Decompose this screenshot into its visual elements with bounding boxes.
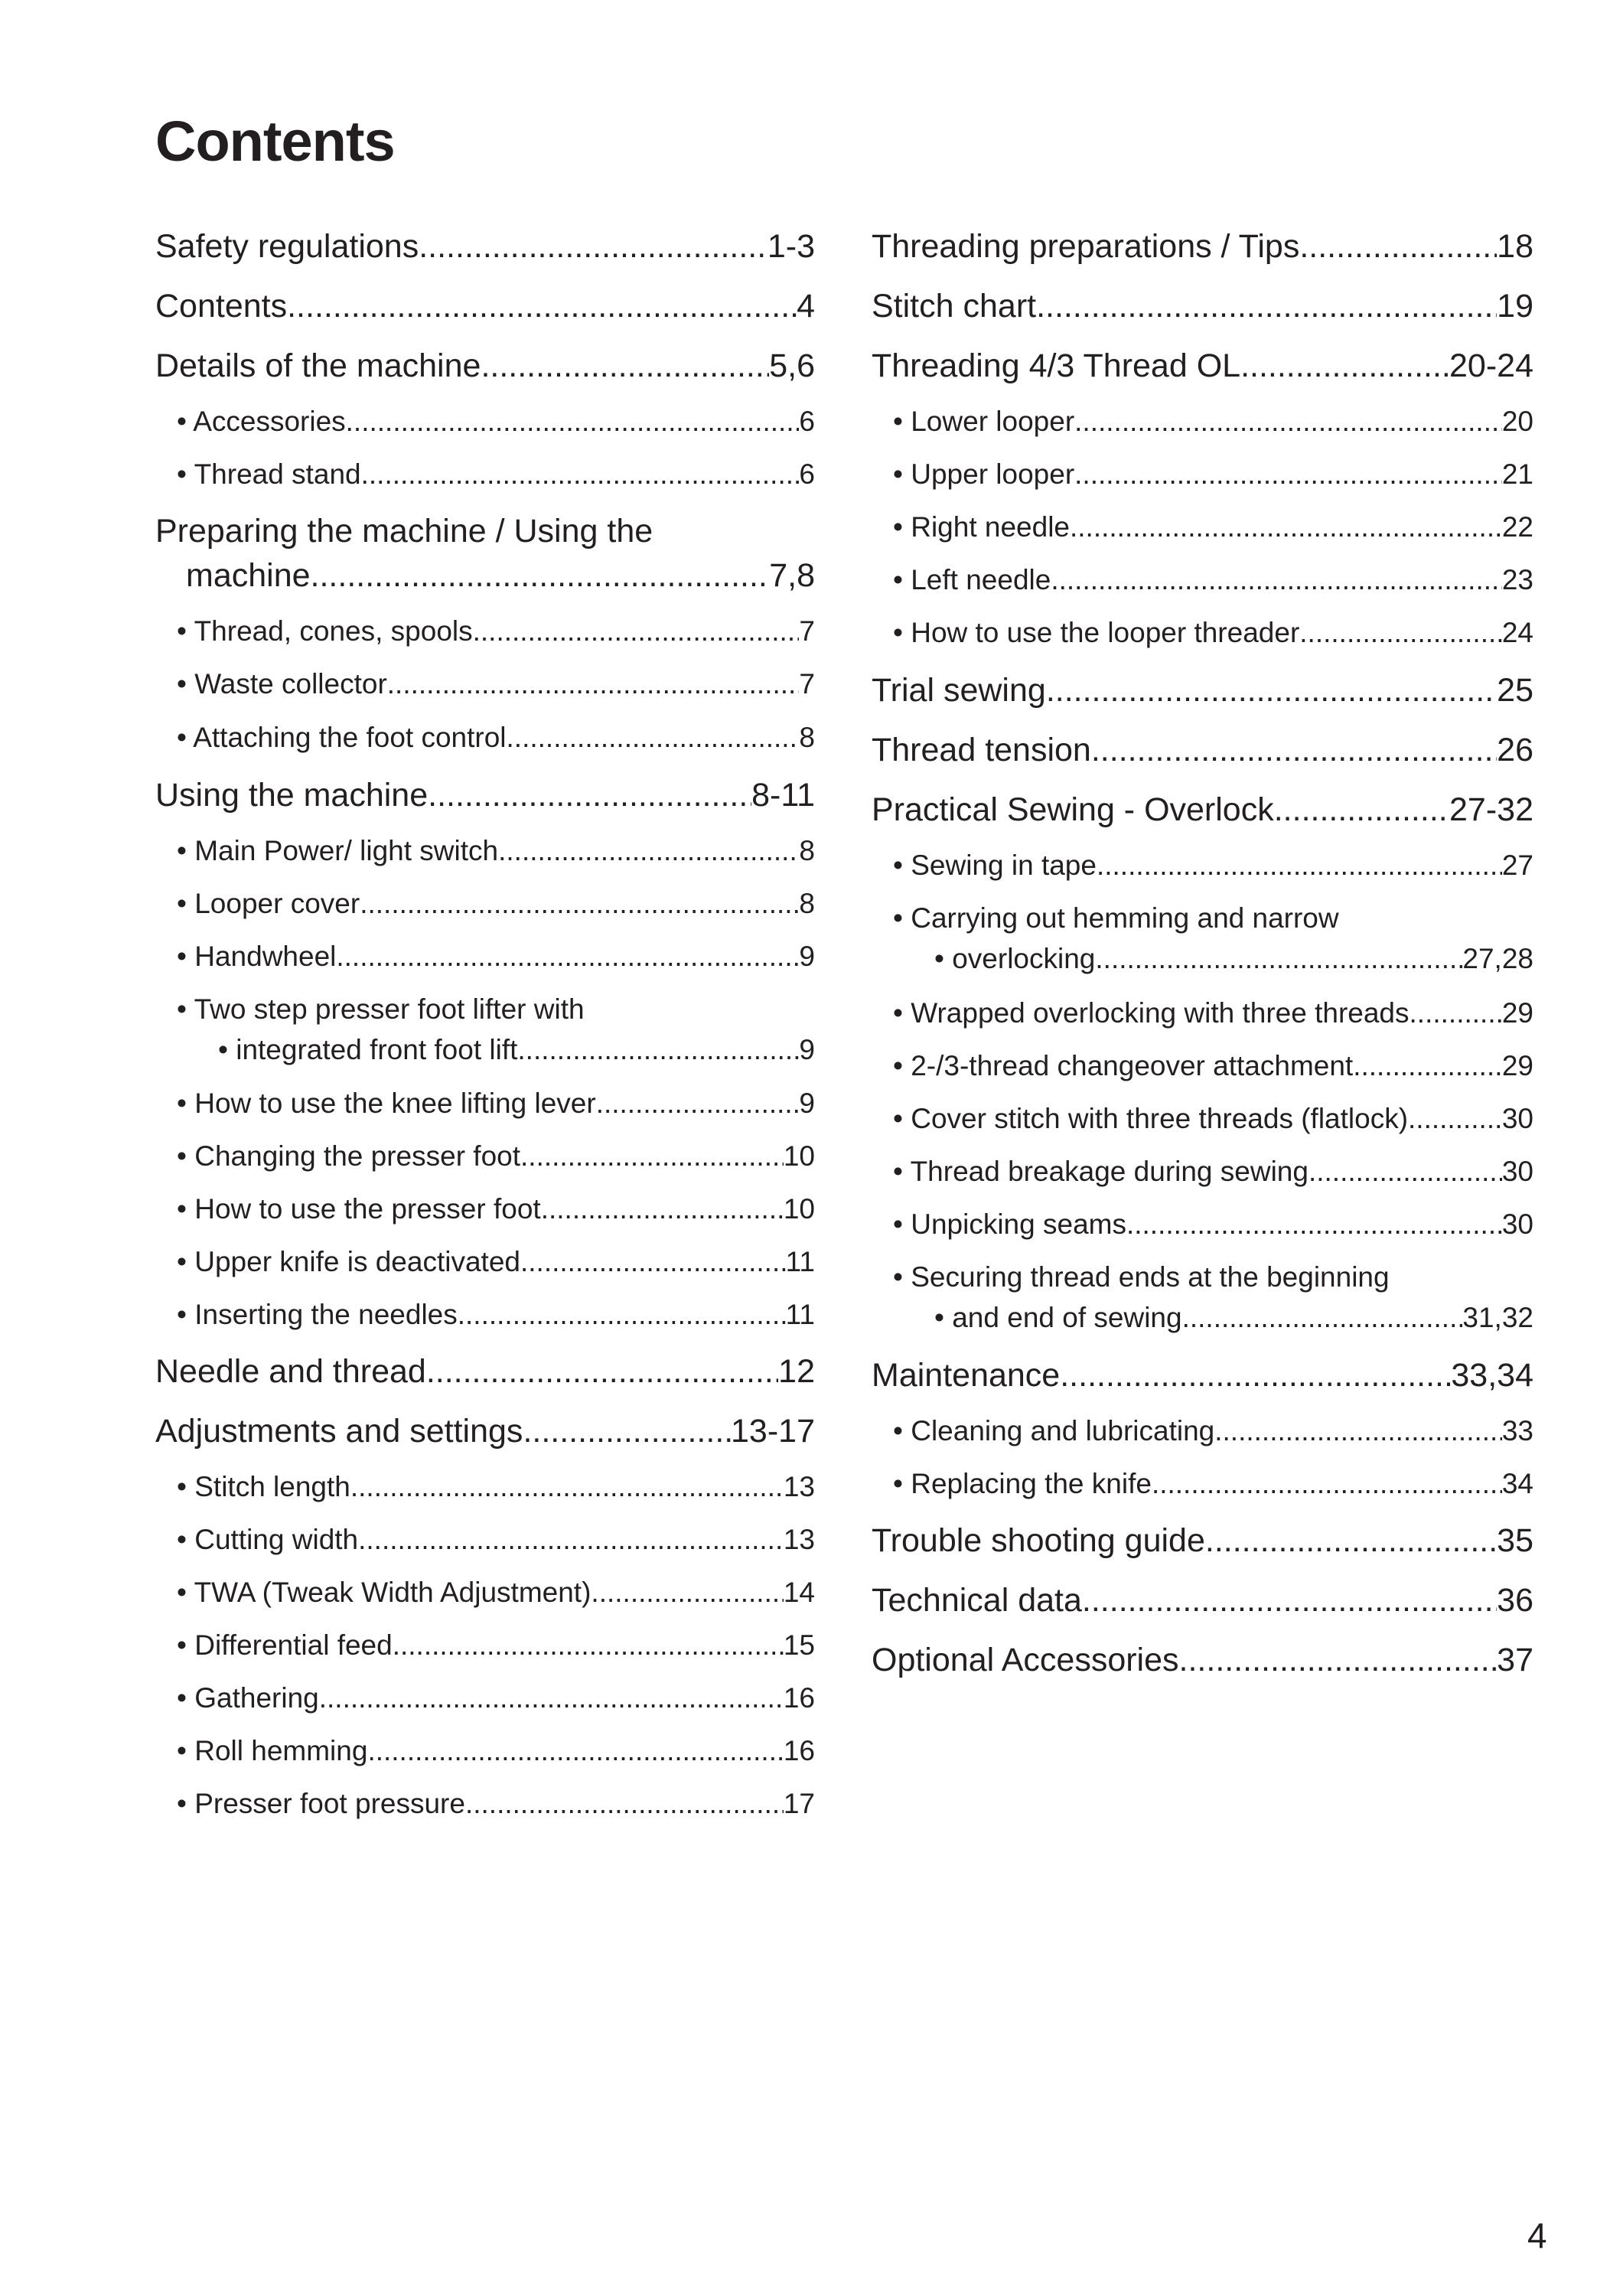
page-title: Contents	[155, 109, 395, 173]
toc-entry[interactable]: Maintenance ..... 33,34	[872, 1357, 1533, 1394]
toc-subentry-line1: • Two step presser foot lifter with	[155, 993, 585, 1026]
toc-entry[interactable]: Contents ..... 4	[155, 288, 815, 325]
toc-subentry[interactable]: • Cutting width ..... 13	[155, 1524, 815, 1556]
toc-subentry[interactable]: • Looper cover ..... 8	[155, 888, 815, 920]
toc-entry[interactable]: Stitch chart ..... 19	[872, 288, 1533, 325]
toc-entry-line1: Preparing the machine / Using the	[155, 513, 653, 550]
toc-subentry[interactable]: • Left needle ..... 23	[872, 564, 1533, 596]
toc-subentry[interactable]: • Handwheel ..... 9	[155, 941, 815, 973]
toc-subentry[interactable]: • Cleaning and lubricating ..... 33	[872, 1415, 1533, 1447]
toc-entry[interactable]: Trial sewing ..... 25	[872, 672, 1533, 709]
toc-subentry[interactable]: • Thread breakage during sewing ..... 30	[872, 1156, 1533, 1188]
toc-entry[interactable]: Using the machine ..... 8-11	[155, 777, 815, 814]
toc-entry[interactable]: Safety regulations ..... 1-3	[155, 228, 815, 266]
toc-subentry[interactable]: • Main Power/ light switch ..... 8	[155, 835, 815, 867]
toc-subentry-line1: • Securing thread ends at the beginning	[872, 1261, 1390, 1293]
toc-subentry[interactable]: • Presser foot pressure ..... 17	[155, 1788, 815, 1820]
toc-entry[interactable]: Thread tension ..... 26	[872, 732, 1533, 769]
toc-subentry[interactable]: • overlocking ..... 27,28	[872, 943, 1533, 975]
toc-entry[interactable]: Needle and thread ..... 12	[155, 1353, 815, 1391]
toc-subentry[interactable]: • Upper knife is deactivated ..... 11	[155, 1246, 815, 1278]
toc-subentry[interactable]: • Roll hemming ..... 16	[155, 1735, 815, 1767]
toc-subentry[interactable]: • Stitch length ..... 13	[155, 1471, 815, 1503]
toc-subentry[interactable]: • How to use the looper threader ..... 24	[872, 617, 1533, 649]
toc-subentry[interactable]: • Thread, cones, spools ..... 7	[155, 615, 815, 647]
page-number: 4	[1527, 2216, 1547, 2255]
toc-subentry[interactable]: • How to use the knee lifting lever ..... 9	[155, 1088, 815, 1120]
toc-subentry[interactable]: • and end of sewing ..... 31,32	[872, 1302, 1533, 1334]
toc-subentry[interactable]: • Upper looper ..... 21	[872, 458, 1533, 491]
toc-entry[interactable]: Details of the machine ..... 5,6	[155, 347, 815, 385]
toc-subentry[interactable]: • Right needle ..... 22	[872, 511, 1533, 543]
toc-subentry[interactable]: • Attaching the foot control ..... 8	[155, 722, 815, 754]
toc-entry[interactable]: Practical Sewing - Overlock ..... 27-32	[872, 791, 1533, 829]
toc-subentry[interactable]: • Thread stand ..... 6	[155, 458, 815, 491]
toc-subentry[interactable]: • Wrapped overlocking with three threads ..... 29	[872, 997, 1533, 1029]
toc-subentry[interactable]: • How to use the presser foot ..... 10	[155, 1193, 815, 1225]
toc-subentry[interactable]: • Lower looper ..... 20	[872, 406, 1533, 438]
toc-subentry[interactable]: • TWA (Tweak Width Adjustment) ..... 14	[155, 1577, 815, 1609]
toc-entry[interactable]: Technical data ..... 36	[872, 1582, 1533, 1619]
toc-subentry[interactable]: • Differential feed ..... 15	[155, 1629, 815, 1662]
toc-entry[interactable]: Threading 4/3 Thread OL ..... 20-24	[872, 347, 1533, 385]
toc-subentry[interactable]: • Inserting the needles ..... 11	[155, 1299, 815, 1331]
toc-subentry[interactable]: • integrated front foot lift ..... 9	[155, 1034, 815, 1066]
toc-subentry[interactable]: • Cover stitch with three threads (flatlock) ..... 30	[872, 1103, 1533, 1135]
toc-entry[interactable]: Adjustments and settings ..... 13-17	[155, 1413, 815, 1450]
toc-subentry[interactable]: • Replacing the knife ..... 34	[872, 1468, 1533, 1500]
toc-subentry[interactable]: • Gathering ..... 16	[155, 1682, 815, 1714]
toc-entry[interactable]: machine ..... 7,8	[155, 557, 815, 595]
toc-subentry[interactable]: • 2-/3-thread changeover attachment ..... 29	[872, 1050, 1533, 1082]
toc-subentry[interactable]: • Changing the presser foot ..... 10	[155, 1140, 815, 1172]
toc-subentry[interactable]: • Unpicking seams ..... 30	[872, 1208, 1533, 1241]
toc-entry[interactable]: Trouble shooting guide ..... 35	[872, 1522, 1533, 1560]
toc-subentry-line1: • Carrying out hemming and narrow	[872, 902, 1339, 934]
toc-subentry[interactable]: • Sewing in tape ..... 27	[872, 850, 1533, 882]
toc-entry[interactable]: Threading preparations / Tips ..... 18	[872, 228, 1533, 266]
toc-subentry[interactable]: • Waste collector ..... 7	[155, 668, 815, 700]
toc-entry[interactable]: Optional Accessories ..... 37	[872, 1642, 1533, 1679]
toc-subentry[interactable]: • Accessories ..... 6	[155, 406, 815, 438]
